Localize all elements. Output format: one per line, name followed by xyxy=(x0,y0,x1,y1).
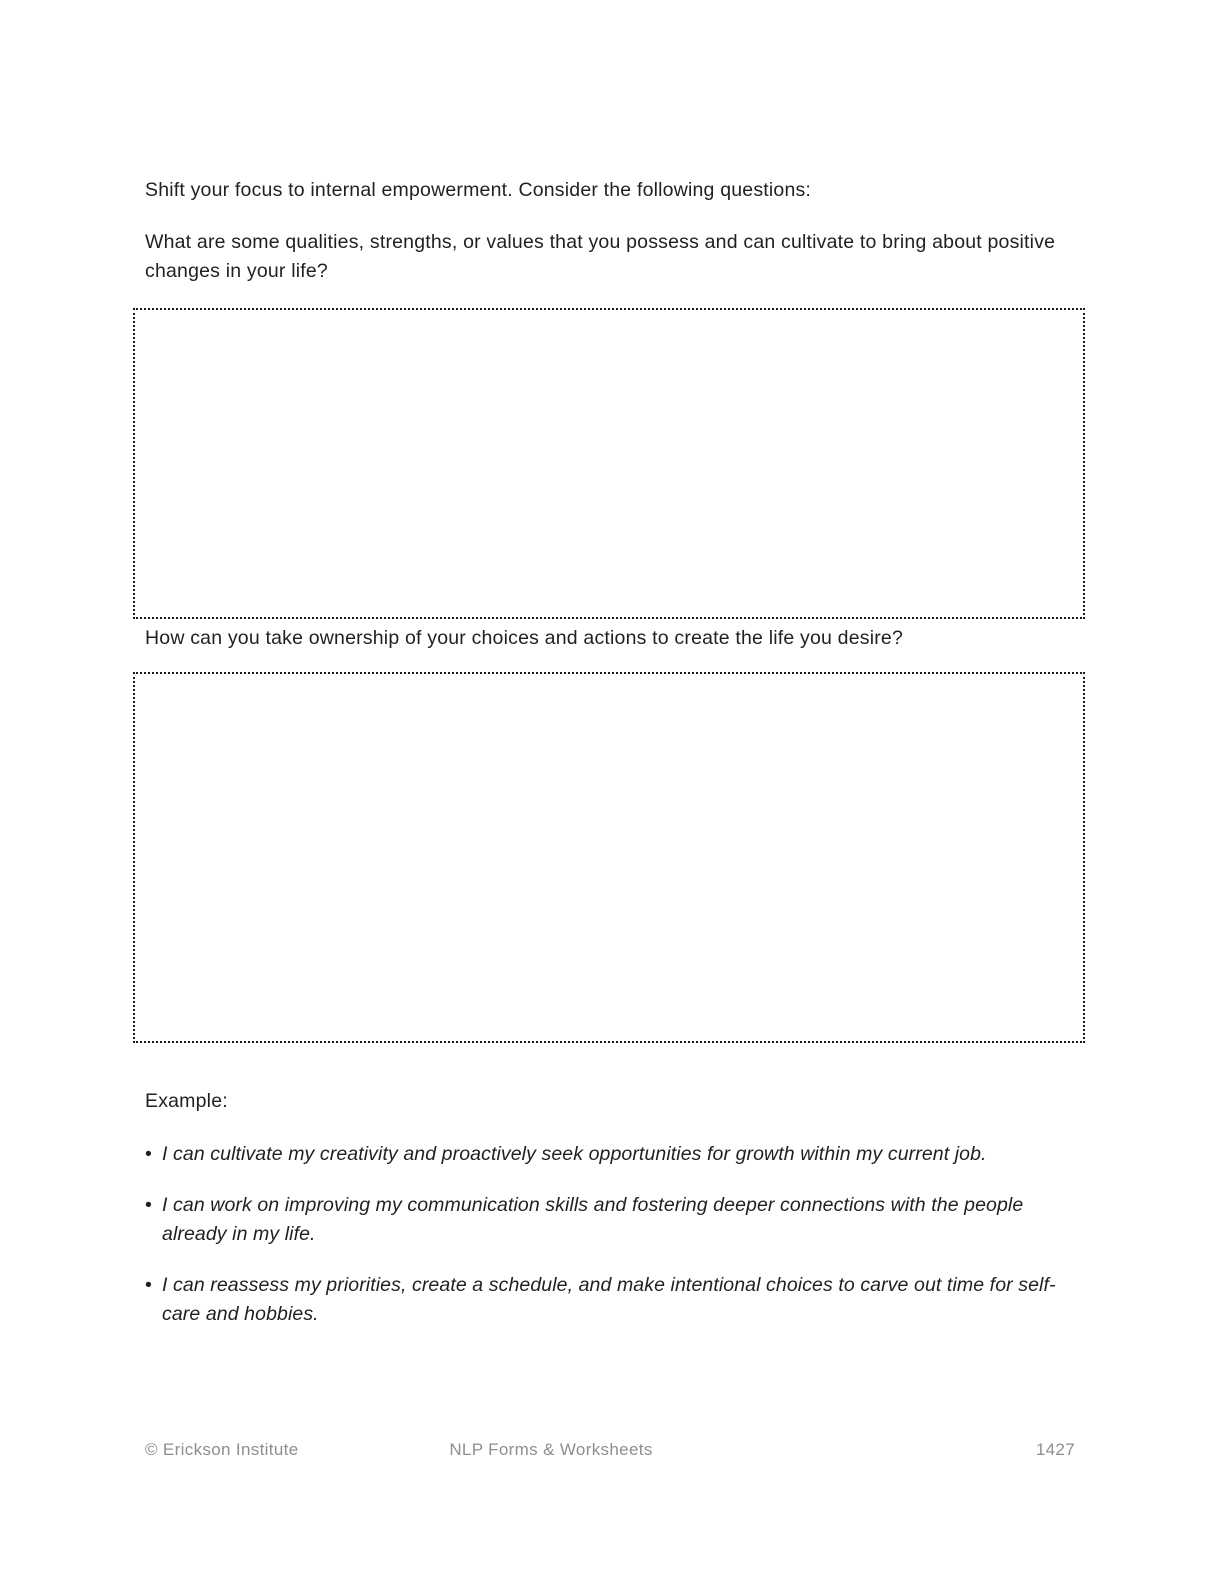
page-footer xyxy=(145,1437,1075,1463)
list-item-text: I can cultivate my creativity and proactively seek opportunities for growth within my current job. xyxy=(162,1143,987,1165)
bullet-dot-icon: • xyxy=(145,1194,152,1216)
bullet-dot-icon: • xyxy=(145,1274,152,1296)
question-2-text: How can you take ownership of your choices and actions to create the life you desire? xyxy=(145,627,903,649)
question-1-text: What are some qualities, strengths, or values that you possess and can cultivate to bring about positive changes in your life? xyxy=(145,231,1056,282)
answer-field-2[interactable] xyxy=(133,672,1085,1043)
intro-paragraph: Shift your focus to internal empowerment. Consider the following questions: xyxy=(145,179,812,201)
list-item xyxy=(145,1140,1080,1169)
example-label: Example: xyxy=(145,1090,228,1112)
list-item xyxy=(145,1271,1080,1329)
footer-copyright: © Erickson Institute xyxy=(145,1440,299,1459)
footer-title: NLP Forms & Worksheets xyxy=(449,1440,653,1459)
footer-page-number: 1427 xyxy=(1035,1440,1075,1459)
example-section xyxy=(145,1087,1080,1329)
list-item-text: I can work on improving my communication skills and fostering deeper connections with the people already in my life. xyxy=(162,1194,1024,1245)
list-item xyxy=(145,1191,1080,1249)
answer-field-1[interactable] xyxy=(133,308,1085,619)
example-list xyxy=(145,1140,1080,1329)
list-item-text: I can reassess my priorities, create a schedule, and make intentional choices to carve out time for self-care and hobbies. xyxy=(162,1274,1056,1325)
bullet-dot-icon: • xyxy=(145,1143,152,1165)
intro-section xyxy=(145,176,1075,286)
